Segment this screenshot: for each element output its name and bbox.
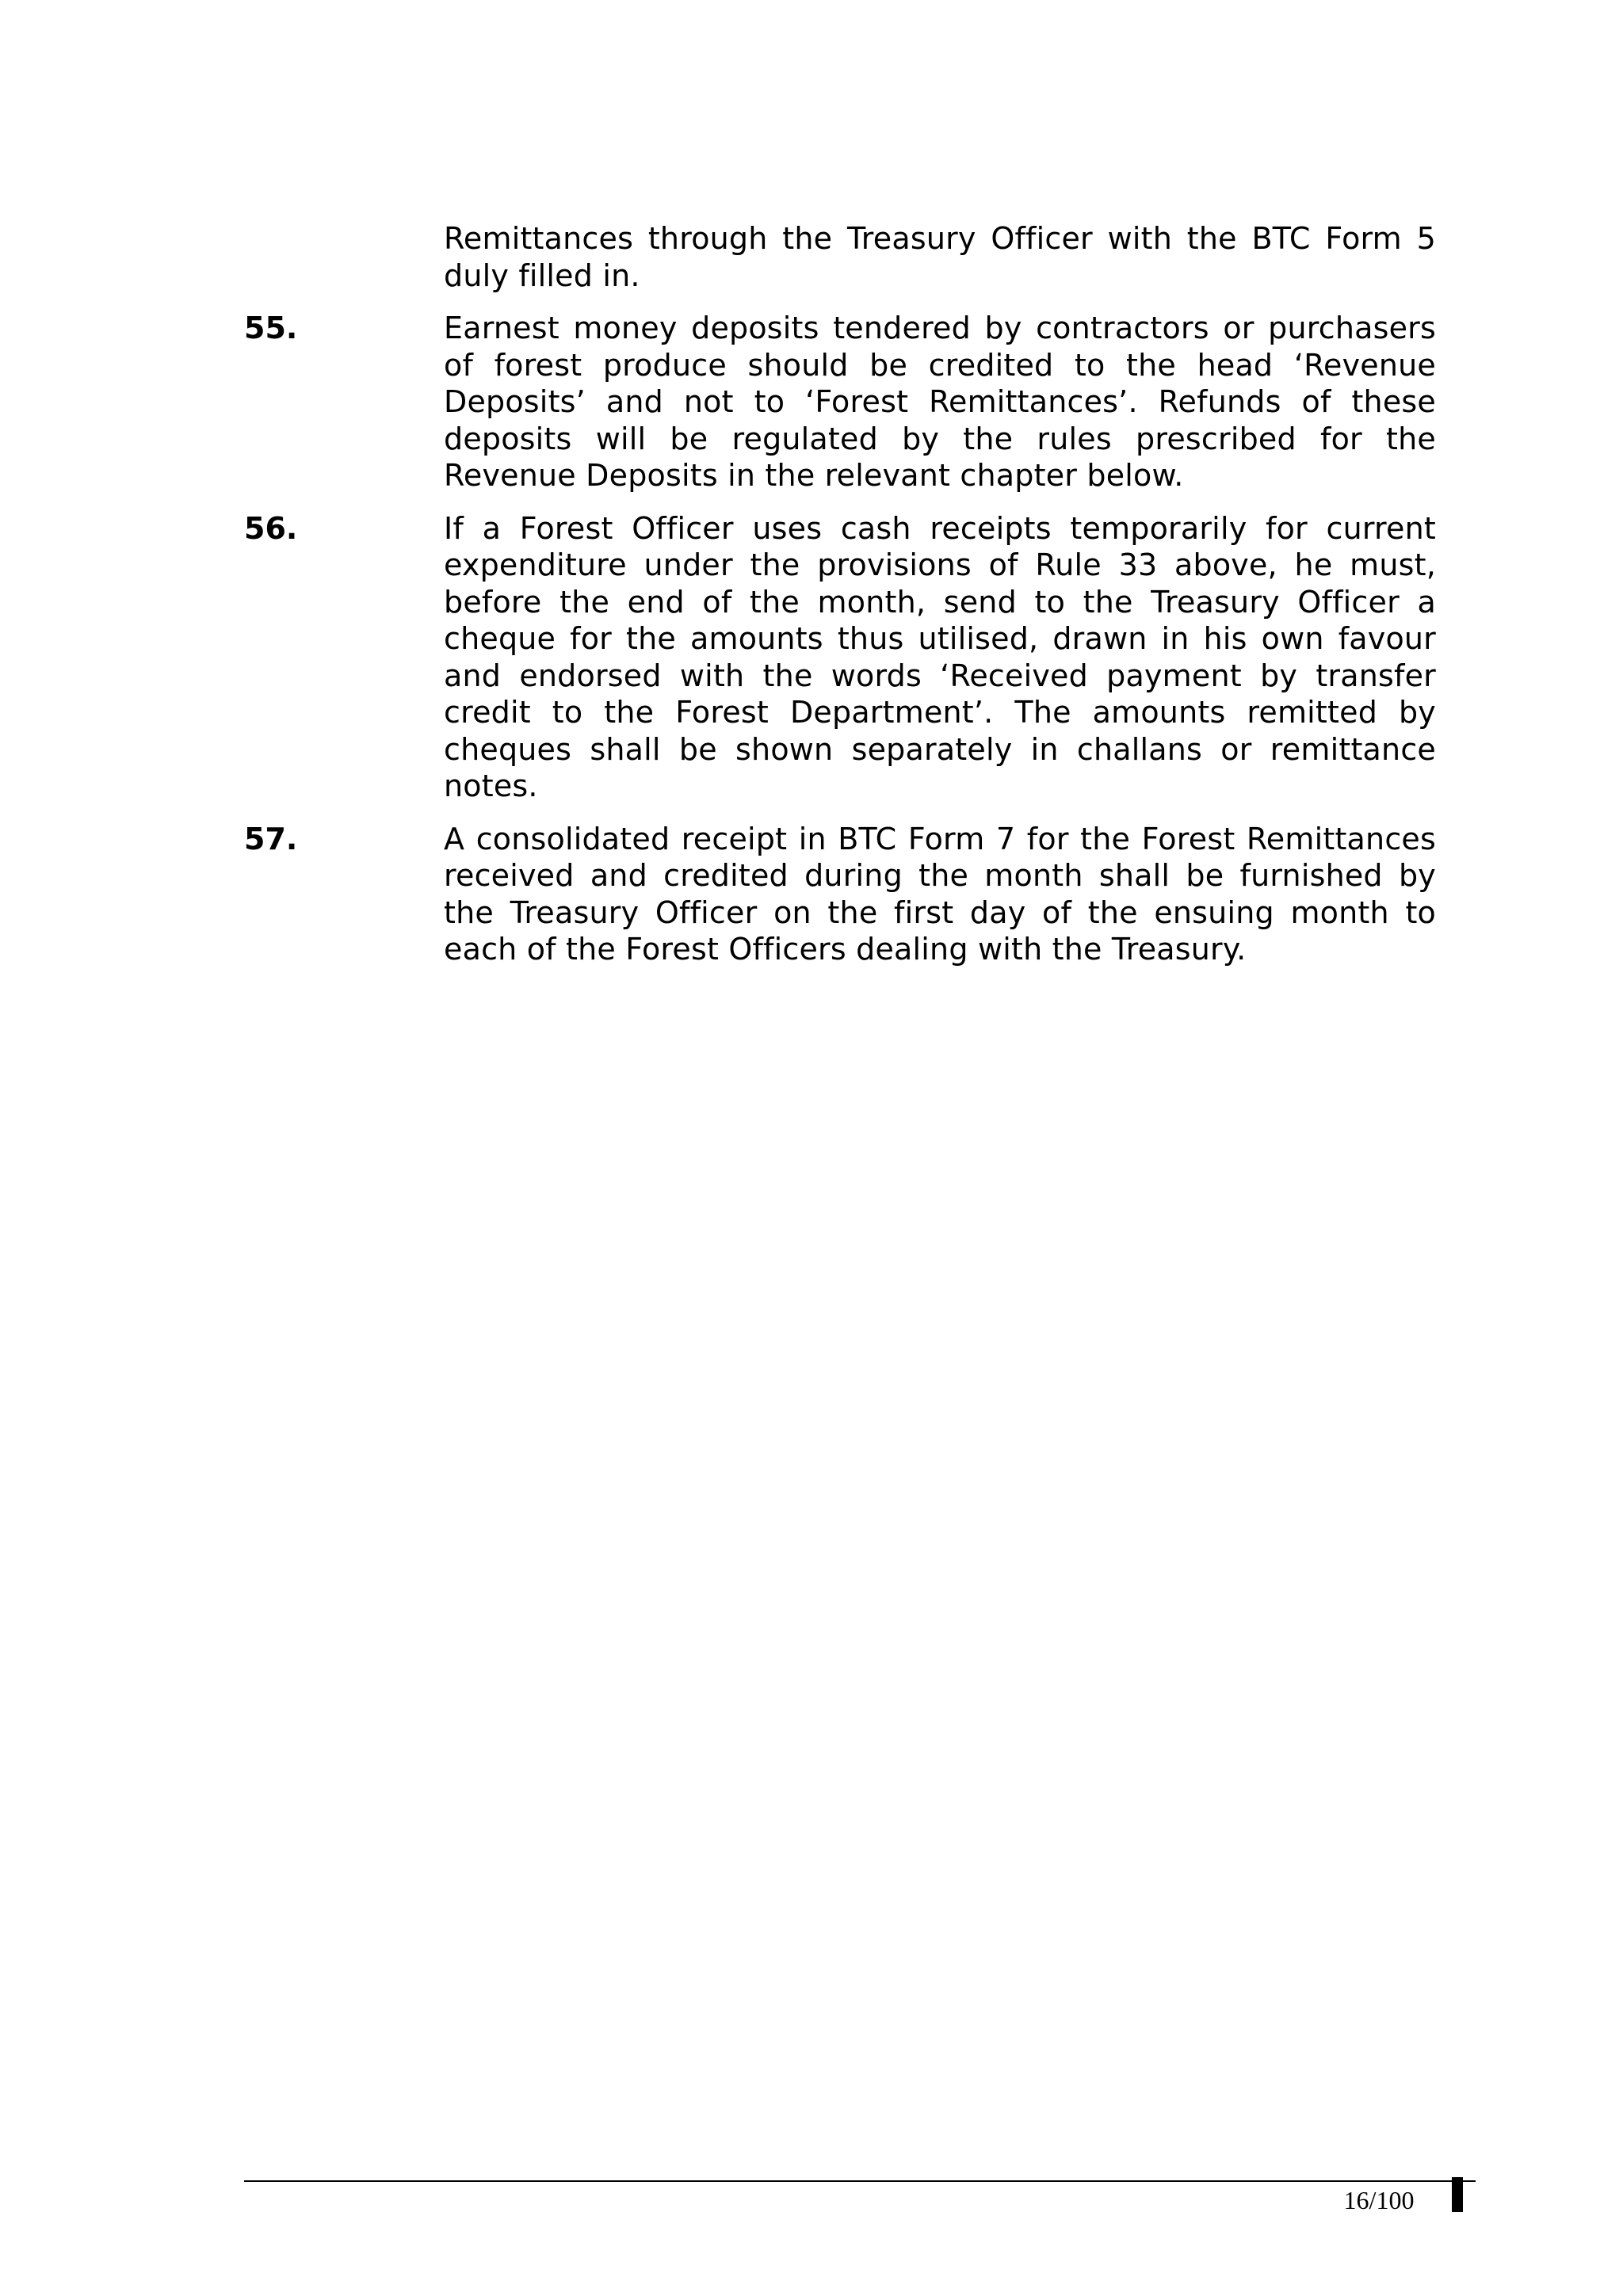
paragraph-text: Remittances through the Treasury Officer with the BTC Form 5 duly filled in. <box>444 221 1436 293</box>
page-edge-marker <box>1452 2177 1463 2212</box>
paragraph-continuation <box>0 220 1623 294</box>
paragraph-55 <box>0 310 1623 494</box>
paragraph-56 <box>0 510 1623 805</box>
page-number: 16/100 <box>1343 2186 1415 2214</box>
footer-divider <box>244 2180 1476 2182</box>
paragraph-57 <box>0 821 1623 968</box>
paragraph-text: A consolidated receipt in BTC Form 7 for the Forest Remittances received and credited during the month shall be furnished by the Treasury Officer on the first day of the ensuing month to each of the Forest Officers dealing with the Treasury. <box>444 821 1436 967</box>
paragraph-number: 55. <box>244 311 298 345</box>
paragraph-text: If a Forest Officer uses cash receipts temporarily for current expenditure under the provisions of Rule 33 above, he must, before the end of the month, send to the Treasury Officer a cheque for the amounts thus utilised, drawn in his own favour and endorsed with the words ‘Received payment by transfer credit to the Forest Department’. The amounts remitted by cheques shall be shown separately in challans or remittance notes. <box>444 510 1436 803</box>
paragraph-text: Earnest money deposits tendered by contractors or purchasers of forest produce should be credited to the head ‘Revenue Deposits’ and not to ‘Forest Remittances’. Refunds of these deposits will be regulated by the rules prescribed for the Revenue Deposits in the relevant chapter below. <box>444 311 1436 493</box>
document-body <box>0 220 1623 984</box>
paragraph-number: 56. <box>244 510 298 546</box>
paragraph-number: 57. <box>244 821 298 856</box>
